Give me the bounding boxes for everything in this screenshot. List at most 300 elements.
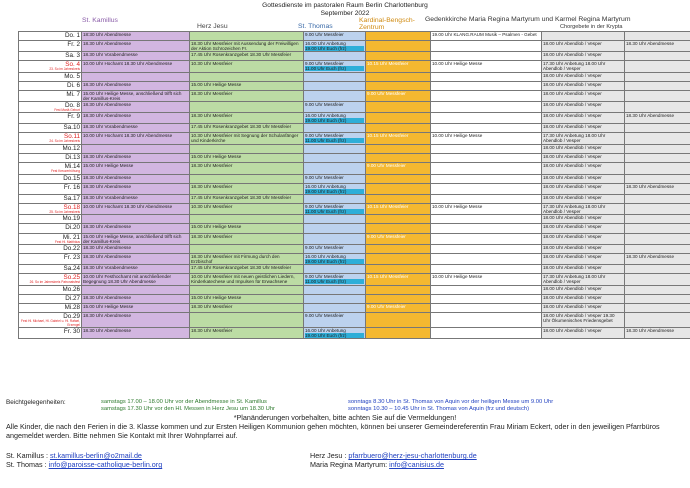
kardinal-cell xyxy=(366,328,431,339)
service-text: 18.00 Uhr Abendlob / Vesper xyxy=(543,101,602,107)
service-text: 18.30 Uhr Abendmesse xyxy=(626,254,675,260)
service-text: 18.00 Uhr Abendlob / Vesper xyxy=(543,285,602,291)
kardinal-cell xyxy=(366,90,431,101)
gedenkkirche-cell xyxy=(431,124,542,133)
thomas-cell xyxy=(304,174,366,183)
gedenkkirche-cell xyxy=(431,72,542,81)
feast-note: Fest Mariä Geburt xyxy=(54,107,80,112)
chorgebet-cell xyxy=(542,215,625,224)
chorgebet-cell xyxy=(542,52,625,61)
service-text: 18.30 Uhr Messfeier xyxy=(191,113,233,119)
kamillus-cell xyxy=(82,32,190,41)
herz-jesu-cell xyxy=(190,52,304,61)
service-text: 18.30 Uhr Abendmesse xyxy=(83,313,132,318)
herz-jesu-cell xyxy=(190,224,304,233)
herz-jesu-cell xyxy=(190,194,304,203)
kamillus-cell xyxy=(82,144,190,153)
table-row xyxy=(19,265,690,274)
day-cell xyxy=(19,224,82,233)
karmel-cell xyxy=(625,72,690,81)
service-text: 10.00 Uhr Heilige Messe xyxy=(432,133,483,139)
service-text: 19.00 Uhr KLANG.RAUM Musik – Psalmen - Gebet xyxy=(432,32,537,37)
kardinal-cell xyxy=(366,163,431,175)
service-text: 15.00 Uhr Heilige Messe xyxy=(191,81,242,87)
column-header-chorgebete: Chorgebete in der Krypta xyxy=(560,24,623,30)
kardinal-cell xyxy=(366,313,431,328)
herz-jesu-cell xyxy=(190,245,304,254)
karmel-cell xyxy=(625,101,690,113)
day-label: Sa.17 xyxy=(63,194,80,202)
karmel-cell xyxy=(625,163,690,175)
herz-jesu-cell xyxy=(190,313,304,328)
day-cell xyxy=(19,303,82,312)
service-text: 10.30 Uhr Messfeier mit Segnung der Schulanfänger und Kinderkirche xyxy=(191,133,299,144)
kardinal-cell xyxy=(366,233,431,245)
day-label: So.25 xyxy=(63,274,80,282)
service-text: 15.00 Uhr Heilige Messe, anschließend trifft sich der Kamillus-Kreis xyxy=(83,233,182,244)
table-row xyxy=(19,90,690,101)
karmel-cell xyxy=(625,294,690,303)
kamillus-cell xyxy=(82,285,190,294)
day-label: Sa.10 xyxy=(63,124,80,132)
thomas-cell xyxy=(304,101,366,113)
service-text: 18.00 Uhr Abendlob / Vesper xyxy=(543,72,602,78)
thomas-cell xyxy=(304,265,366,274)
feast-note: 23. So im Jahreskreis xyxy=(49,67,80,72)
day-cell xyxy=(19,274,82,286)
karmel-cell xyxy=(625,61,690,73)
table-row xyxy=(19,245,690,254)
day-label: So. 4 xyxy=(65,61,80,69)
day-cell xyxy=(19,52,82,61)
column-header-herz-jesu: Herz Jesu xyxy=(197,23,228,30)
gedenkkirche-cell xyxy=(431,163,542,175)
day-cell xyxy=(19,113,82,124)
kamillus-cell xyxy=(82,203,190,215)
kamillus-cell xyxy=(82,81,190,90)
table-row xyxy=(19,233,690,245)
thomas-cell xyxy=(304,163,366,175)
column-header-gedenkkirche: Gedenkkirche Maria Regina Martyrum und Karmel Regina Martyrum xyxy=(425,16,631,23)
feast-note: 24. So im Jahreskreis xyxy=(49,139,80,144)
karmel-cell xyxy=(625,245,690,254)
service-text: 18.00 Uhr Abendlob / Vesper xyxy=(543,233,602,239)
service-text: 17.30 Uhr Anbetung 18.00 Uhr Abendlob / Vesper xyxy=(543,203,606,214)
chorgebet-cell xyxy=(542,203,625,215)
service-text: 18:30 Uhr Abendmesse xyxy=(83,32,132,37)
chorgebet-cell xyxy=(542,285,625,294)
kardinal-cell xyxy=(366,294,431,303)
karmel-cell xyxy=(625,274,690,286)
table-row xyxy=(19,215,690,224)
service-text: 18.00 Uhr Abendlob / Vesper xyxy=(543,81,602,87)
service-text: 18.30 Uhr Abendmesse xyxy=(626,113,675,119)
kamillus-cell xyxy=(82,194,190,203)
service-text: 18.00 Uhr Abendlob / Vesper xyxy=(543,265,602,271)
service-text: 10.15 Uhr Messfeier xyxy=(367,203,409,209)
service-text: 9.00 Uhr Messfeier xyxy=(305,203,344,209)
gedenkkirche-cell xyxy=(431,101,542,113)
herz-jesu-cell xyxy=(190,41,304,52)
gedenkkirche-cell xyxy=(431,174,542,183)
service-text: 18.00 Uhr Abendlob / Vesper xyxy=(543,245,602,251)
service-text: 15.00 Uhr Heilige Messe xyxy=(191,294,242,300)
gedenkkirche-cell xyxy=(431,274,542,286)
beicht-label: Beichtgelegenheiten: xyxy=(6,399,66,406)
kamillus-cell xyxy=(82,274,190,286)
disclaimer: *Planänderungen vorbehalten, bitte achten Sie auf die Vermeldungen! xyxy=(233,413,457,422)
day-cell xyxy=(19,245,82,254)
day-label: Di.27 xyxy=(65,294,80,302)
karmel-cell xyxy=(625,265,690,274)
table-row xyxy=(19,144,690,153)
gedenkkirche-cell xyxy=(431,215,542,224)
chorgebet-cell xyxy=(542,113,625,124)
service-text: 10.30 Uhr Messfeier xyxy=(191,61,233,67)
table-row xyxy=(19,163,690,175)
service-text: 17.30 Uhr Anbetung 18.00 Uhr Abendlob / Vesper xyxy=(543,274,606,285)
day-label: So.18 xyxy=(63,203,80,211)
day-label: Di.13 xyxy=(65,154,80,162)
service-text: 15.00 Uhr Heilige Messe xyxy=(191,224,242,230)
feast-note: Fest Hl. Michael, Hl. Gabriel u. Hl. Rafael, Erzengel xyxy=(21,319,80,327)
service-text: 10.30 Uhr Messfeier xyxy=(191,203,233,209)
herz-jesu-cell xyxy=(190,81,304,90)
service-text: 18.00 Uhr Abendlob / Vesper xyxy=(543,215,602,221)
service-text: 9.00 Uhr Messfeier xyxy=(305,313,344,318)
karmel-cell xyxy=(625,215,690,224)
document-month: September 2022 xyxy=(320,10,370,17)
service-text: 18.30 Uhr Abendmesse xyxy=(83,183,132,189)
service-text: 18.00 Uhr Abendlob / Vesper xyxy=(543,224,602,230)
table-row xyxy=(19,303,690,312)
kamillus-cell xyxy=(82,163,190,175)
thomas-cell xyxy=(304,215,366,224)
service-text: 18.00 Uhr Abendlob / Vesper xyxy=(543,163,602,169)
day-label: Mo.26 xyxy=(62,285,80,293)
contact-email-link[interactable]: st.kamillus-berlin@o2mail.de xyxy=(49,451,142,460)
service-text: 15.00 Uhr Heilige Messe xyxy=(191,154,242,160)
day-cell xyxy=(19,328,82,339)
kardinal-cell xyxy=(366,303,431,312)
kardinal-cell xyxy=(366,215,431,224)
day-cell xyxy=(19,41,82,52)
contact-email-link[interactable]: info@paroisse-catholique-berlin.org xyxy=(48,460,163,469)
day-cell xyxy=(19,124,82,133)
service-text: 17.45 Uhr Rosenkranzgebet 18.30 Uhr Messfeier xyxy=(191,265,292,271)
day-label: Mo.12 xyxy=(62,144,80,152)
service-text: 9.00 Uhr Messfeier xyxy=(305,61,344,67)
kamillus-cell xyxy=(82,254,190,265)
herz-jesu-cell xyxy=(190,328,304,339)
contact-label: Herz Jesu : xyxy=(310,451,347,460)
herz-jesu-cell xyxy=(190,32,304,41)
chorgebet-cell xyxy=(542,328,625,339)
contact-label: St. Kamillus : xyxy=(6,451,48,460)
day-label: Do.29 xyxy=(63,313,80,320)
chorgebet-cell xyxy=(542,254,625,265)
chorgebet-cell xyxy=(542,124,625,133)
service-text: 18.30 Uhr Abendmesse xyxy=(83,328,132,333)
kardinal-cell xyxy=(366,52,431,61)
thomas-cell xyxy=(304,245,366,254)
day-label: Mo.19 xyxy=(62,215,80,223)
day-cell xyxy=(19,144,82,153)
kardinal-cell xyxy=(366,183,431,194)
thomas-cell xyxy=(304,183,366,194)
service-text: 18.30 Uhr Vorabendmesse xyxy=(83,52,138,58)
day-cell xyxy=(19,72,82,81)
gedenkkirche-cell xyxy=(431,154,542,163)
highlighted-service: 11.00 Uhr Euch (frz) xyxy=(305,138,364,143)
herz-jesu-cell xyxy=(190,303,304,312)
highlighted-service: 11.00 Uhr Euch (frz) xyxy=(305,66,364,71)
column-header-kardinal: Kardinal-Bengsch-Zentrum xyxy=(359,17,415,31)
contact-email-link[interactable]: pfarrbuero@herz-jesu-charlottenburg.de xyxy=(348,451,477,460)
kardinal-cell xyxy=(366,72,431,81)
day-label: Fr. 9 xyxy=(67,113,80,121)
gedenkkirche-cell xyxy=(431,194,542,203)
day-label: Do.22 xyxy=(63,245,80,253)
kardinal-cell xyxy=(366,194,431,203)
karmel-cell xyxy=(625,203,690,215)
service-text: 18.30 Uhr Abendmesse xyxy=(83,81,132,87)
service-text: 10.15 Uhr Messfeier xyxy=(367,274,409,280)
herz-jesu-cell xyxy=(190,174,304,183)
day-label: Mi.28 xyxy=(64,303,80,311)
beicht-line-2b: sonntags 10.30 – 10.45 Uhr in St. Thomas von Aquin (frz und deutsch) xyxy=(348,406,529,412)
thomas-cell xyxy=(304,124,366,133)
karmel-cell xyxy=(625,124,690,133)
kardinal-cell xyxy=(366,285,431,294)
thomas-cell xyxy=(304,154,366,163)
kardinal-cell xyxy=(366,113,431,124)
thomas-cell xyxy=(304,294,366,303)
service-text: 10.00 Uhr Hochamt 18.30 Uhr Abendmesse xyxy=(83,61,173,67)
herz-jesu-cell xyxy=(190,163,304,175)
thomas-cell xyxy=(304,144,366,153)
service-text: 17.30 Uhr Anbetung 18.00 Uhr Abendlob / Vesper xyxy=(543,133,606,144)
kamillus-cell xyxy=(82,224,190,233)
day-cell xyxy=(19,61,82,73)
herz-jesu-cell xyxy=(190,144,304,153)
gedenkkirche-cell xyxy=(431,265,542,274)
day-cell xyxy=(19,203,82,215)
karmel-cell xyxy=(625,41,690,52)
day-label: Mi. 21 xyxy=(62,233,80,241)
day-label: Di. 6 xyxy=(67,81,80,89)
herz-jesu-cell xyxy=(190,274,304,286)
kamillus-cell xyxy=(82,233,190,245)
day-label: Sa. 3 xyxy=(65,52,80,60)
gedenkkirche-cell xyxy=(431,133,542,145)
gedenkkirche-cell xyxy=(431,183,542,194)
chorgebet-cell xyxy=(542,81,625,90)
karmel-cell xyxy=(625,183,690,194)
service-text: 18.30 Uhr Abendmesse xyxy=(83,245,132,251)
kardinal-cell xyxy=(366,32,431,41)
highlighted-service: 19.00 Uhr Euch (frz) xyxy=(305,46,364,51)
table-row xyxy=(19,72,690,81)
kamillus-cell xyxy=(82,294,190,303)
contact-email-link[interactable]: info@canisius.de xyxy=(389,460,444,469)
chorgebet-cell xyxy=(542,294,625,303)
chorgebet-cell xyxy=(542,154,625,163)
kamillus-cell xyxy=(82,183,190,194)
service-text: 18.30 Uhr Messfeier xyxy=(191,328,233,333)
herz-jesu-cell xyxy=(190,294,304,303)
karmel-cell xyxy=(625,52,690,61)
service-text: 9.00 Uhr Messfeier xyxy=(367,90,406,96)
contact-thomas xyxy=(6,461,162,469)
kardinal-cell xyxy=(366,41,431,52)
herz-jesu-cell xyxy=(190,72,304,81)
thomas-cell xyxy=(304,203,366,215)
gedenkkirche-cell xyxy=(431,81,542,90)
service-text: 18.30 Uhr Messfeier mit Aussendung der Freiwilligen der Aktion Schrozeichen Fr. xyxy=(191,41,299,52)
service-text: 16.00 Uhr Anbetung xyxy=(305,328,346,333)
herz-jesu-cell xyxy=(190,61,304,73)
contact-kamillus xyxy=(6,452,142,460)
gedenkkirche-cell xyxy=(431,313,542,328)
service-text: 18.00 Uhr Abendlob / Vesper xyxy=(543,144,602,150)
kardinal-cell xyxy=(366,133,431,145)
highlighted-service: 11.00 Uhr Euch (frz) xyxy=(305,209,364,214)
schedule-table xyxy=(18,31,690,339)
service-text: 18.00 Uhr Abendlob / Vesper xyxy=(543,174,602,180)
chorgebet-cell xyxy=(542,61,625,73)
service-text: 18.00 Uhr Abendlob / Vesper xyxy=(543,154,602,160)
service-text: 9.00 Uhr Messfeier xyxy=(367,303,406,309)
kardinal-cell xyxy=(366,265,431,274)
column-header-kamillus: St. Kamillus xyxy=(82,17,118,24)
table-row xyxy=(19,313,690,328)
herz-jesu-cell xyxy=(190,90,304,101)
thomas-cell xyxy=(304,72,366,81)
service-text: 10.00 Uhr Hochamt 18.30 Uhr Abendmesse xyxy=(83,133,173,139)
thomas-cell xyxy=(304,194,366,203)
service-text: 18.30 Uhr Messfeier xyxy=(191,163,233,169)
kamillus-cell xyxy=(82,303,190,312)
chorgebet-cell xyxy=(542,101,625,113)
chorgebet-cell xyxy=(542,313,625,328)
day-label: Mi.14 xyxy=(64,163,80,171)
kamillus-cell xyxy=(82,72,190,81)
thomas-cell xyxy=(304,41,366,52)
service-text: 9.00 Uhr Messfeier xyxy=(305,245,344,251)
contact-maria-regina xyxy=(310,461,444,469)
feast-note: 26. So im Jahreskreis Patronatsfest xyxy=(29,280,80,285)
karmel-cell xyxy=(625,113,690,124)
thomas-cell xyxy=(304,274,366,286)
beicht-section xyxy=(6,399,66,407)
kamillus-cell xyxy=(82,61,190,73)
day-label: Mi. 7 xyxy=(66,90,80,98)
day-cell xyxy=(19,101,82,113)
contact-label: Maria Regina Martyrum: xyxy=(310,460,388,469)
gedenkkirche-cell xyxy=(431,61,542,73)
kamillus-cell xyxy=(82,245,190,254)
service-text: 10.15 Uhr Messfeier xyxy=(367,61,409,67)
service-text: 9.00 Uhr Messfeier xyxy=(305,174,344,180)
day-cell xyxy=(19,81,82,90)
service-text: 18.30 Uhr Abendmesse xyxy=(83,113,132,119)
chorgebet-cell xyxy=(542,41,625,52)
table-row xyxy=(19,274,690,286)
herz-jesu-cell xyxy=(190,233,304,245)
day-label: Mo. 5 xyxy=(64,72,80,80)
chorgebet-cell xyxy=(542,32,625,41)
service-text: 9.00 Uhr Messfeier xyxy=(367,163,406,169)
day-label: Sa.24 xyxy=(63,265,80,273)
gedenkkirche-cell xyxy=(431,254,542,265)
thomas-cell xyxy=(304,313,366,328)
service-text: 9.00 Uhr Messfeier xyxy=(305,101,344,107)
karmel-cell xyxy=(625,144,690,153)
day-cell xyxy=(19,174,82,183)
service-text: 18.30 Uhr Abendmesse xyxy=(626,183,675,189)
thomas-cell xyxy=(304,254,366,265)
kardinal-cell xyxy=(366,245,431,254)
document-title: Gottesdienste im pastoralen Raum Berlin Charlottenburg xyxy=(262,2,428,9)
kamillus-cell xyxy=(82,113,190,124)
chorgebet-cell xyxy=(542,303,625,312)
kamillus-cell xyxy=(82,124,190,133)
service-text: 18.30 Uhr Vorabendmesse xyxy=(83,124,138,130)
service-text: 10.00 Uhr Hochamt 18.30 Uhr Abendmesse xyxy=(83,203,173,209)
gedenkkirche-cell xyxy=(431,294,542,303)
day-cell xyxy=(19,183,82,194)
table-row xyxy=(19,174,690,183)
karmel-cell xyxy=(625,224,690,233)
communion-paragraph: Alle Kinder, die nach den Ferien in die 3. Klasse kommen und zur Ersten Heiligen Kommunion gehen möchten, können bei unserer Gemeindereferentin Frau Miriam Eckert, oder in den jeweiligen Pfarrbüros angemeldet werden. Bitte nehmen Sie Kontakt mit Ihrer Wohnpfarrei auf. xyxy=(6,422,660,440)
herz-jesu-cell xyxy=(190,285,304,294)
day-label: Di.20 xyxy=(65,224,80,232)
beicht-line-2a: samstags 17.30 Uhr vor den Hl. Messen in Herz Jesu um 18.30 Uhr xyxy=(101,406,275,412)
kardinal-cell xyxy=(366,144,431,153)
karmel-cell xyxy=(625,90,690,101)
karmel-cell xyxy=(625,233,690,245)
table-row xyxy=(19,328,690,339)
thomas-cell xyxy=(304,328,366,339)
chorgebet-cell xyxy=(542,265,625,274)
table-row xyxy=(19,32,690,41)
service-text: 18.00 Uhr Abendlob / Vesper xyxy=(543,294,602,300)
highlighted-service: 11.00 Uhr Euch (frz) xyxy=(305,279,364,284)
day-cell xyxy=(19,133,82,145)
chorgebet-cell xyxy=(542,245,625,254)
thomas-cell xyxy=(304,81,366,90)
service-text: 9.00 Uhr Messfeier xyxy=(305,133,344,139)
kamillus-cell xyxy=(82,313,190,328)
day-cell xyxy=(19,194,82,203)
service-text: 10.00 Uhr Messfeier mit neuen geistlichen Liedern, Kinderkatechese und Impulsen für Erwachsene xyxy=(191,274,295,285)
service-text: 18.00 Uhr Abendlob / Vesper 19.30 Uhr Ökumenisches Friedensgebet xyxy=(543,313,615,323)
beicht-line-1b: sonntags 8.30 Uhr in St. Thomas von Aquin vor der heiligen Messe um 9.00 Uhr xyxy=(348,399,554,405)
herz-jesu-cell xyxy=(190,203,304,215)
herz-jesu-cell xyxy=(190,154,304,163)
day-label: Do.15 xyxy=(63,174,80,182)
highlighted-service: 19.00 Uhr Euch (frz) xyxy=(305,333,364,338)
herz-jesu-cell xyxy=(190,101,304,113)
table-row xyxy=(19,101,690,113)
table-row xyxy=(19,52,690,61)
chorgebet-cell xyxy=(542,72,625,81)
thomas-cell xyxy=(304,285,366,294)
service-text: 18.30 Uhr Messfeier xyxy=(191,303,233,309)
day-label: Do. 1 xyxy=(64,32,80,39)
gedenkkirche-cell xyxy=(431,144,542,153)
